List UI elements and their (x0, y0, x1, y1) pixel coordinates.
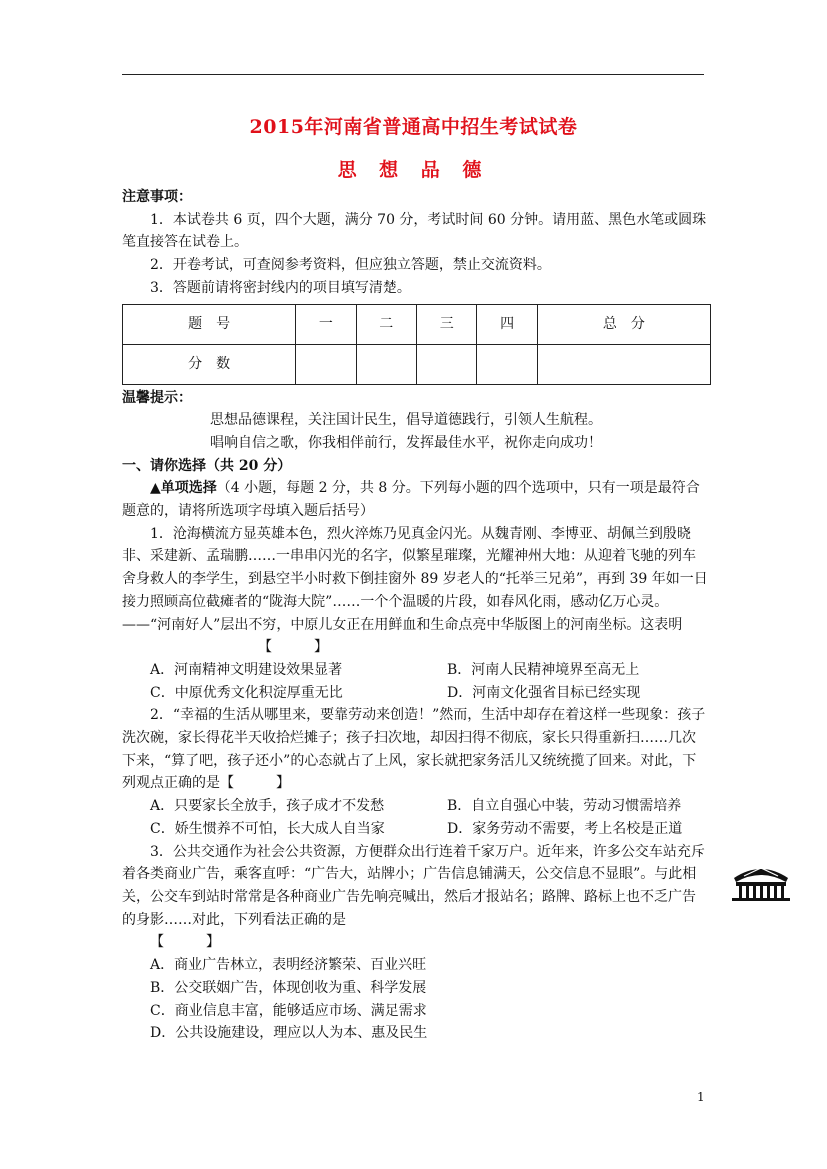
score-header-total: 总 分 (537, 304, 710, 344)
tip-heading: 温馨提示： (122, 389, 192, 406)
notice-item-3: 3．答题前请将密封线内的项目填写清楚。 (150, 279, 411, 296)
page-number: 1 (697, 1090, 705, 1104)
notice-item-1: 1．本试卷共 6 页，四个大题，满分 70 分，考试时间 60 分钟。请用蓝、黑色水笔或圆珠笔直接答在试卷上。 (122, 211, 707, 251)
score-cell-4[interactable] (477, 344, 537, 384)
question-3-option-b[interactable]: B．公交联姻广告，体现创收为重、科学发展 (150, 979, 427, 996)
question-2-option-d[interactable]: D．家务劳动不需要，考上名校是正道 (447, 820, 683, 837)
question-1-option-b[interactable]: B．河南人民精神境界至高无上 (447, 661, 640, 678)
question-2-option-b[interactable]: B．自立自强心中装，劳动习惯需培养 (447, 798, 682, 815)
notice-heading: 注意事项： (122, 189, 192, 205)
score-table-header-row (123, 304, 711, 344)
single-choice-marker: ▲单项选择 (150, 480, 217, 497)
question-1-stem (122, 523, 708, 659)
tip-line-2: 唱响自信之歌，你我相伴前行，发挥最佳水平，祝你走向成功！ (210, 434, 602, 451)
notice-item-2: 2．开卷考试，可查阅参考资料，但应独立答题，禁止交流资料。 (150, 257, 551, 274)
score-header-part-3: 三 (416, 304, 476, 344)
question-2-options-row-1 (122, 795, 708, 818)
question-3-option-c[interactable]: C．商业信息丰富，能够适应市场、满足需求 (150, 1002, 427, 1019)
single-choice-intro (122, 477, 708, 522)
question-1-options-row-1 (122, 659, 708, 682)
question-3-option-a[interactable]: A．商业广告林立，表明经济繁荣、百业兴旺 (150, 957, 427, 974)
question-1-option-d[interactable]: D．河南文化强省目标已经实现 (447, 684, 641, 701)
question-2-option-a[interactable]: A．只要家长全放手，孩子成才不发愁 (150, 798, 385, 815)
exam-title: 2015年河南省普通高中招生考试试卷 (249, 116, 578, 138)
exam-content (122, 186, 708, 1045)
score-cell-2[interactable] (356, 344, 416, 384)
score-table-score-row (123, 344, 711, 384)
question-1-option-a[interactable]: A．河南精神文明建设效果显著 (150, 661, 343, 678)
question-3-stem: 3．公共交通作为社会公共资源，方便群众出行连着千家万户。近年来，许多公交车站充斥着各类商业广告，乘客直呼：“广告大，站牌小；广告信息铺满天，公交信息不显眼”。与此相关，公交车到站时常常是各种商业广告先响亮喊出，然后才报站名；路牌、路标上也不乏广告的身影……对此，下列看法正确的是 (122, 843, 705, 928)
score-table (122, 304, 711, 385)
score-cell-3[interactable] (416, 344, 476, 384)
question-1-answer-bracket[interactable]: 【 】 (258, 639, 328, 656)
score-header-part-2: 二 (356, 304, 416, 344)
score-header-label: 题 号 (123, 304, 296, 344)
question-1-options-row-2 (122, 682, 708, 705)
question-1-option-c[interactable]: C．中原优秀文化积淀厚重无比 (150, 684, 343, 701)
header-rule (122, 74, 704, 75)
score-header-part-1: 一 (296, 304, 356, 344)
score-row-label: 分 数 (123, 344, 296, 384)
section-1-heading: 一、请你选择（共 20 分） (122, 457, 292, 474)
question-2-option-c[interactable]: C．娇生惯养不可怕，长大成人自当家 (150, 820, 385, 837)
score-cell-1[interactable] (296, 344, 356, 384)
tip-line-1: 思想品德课程，关注国计民生，倡导道德践行，引领人生航程。 (210, 412, 602, 429)
building-emblem-icon (730, 858, 792, 902)
question-3-answer-bracket[interactable]: 【 】 (150, 934, 220, 951)
single-choice-desc: （4 小题，每题 2 分，共 8 分。下列每小题的四个选项中，只有一项是最符合题意的，请将所选项字母填入题后括号） (122, 480, 700, 520)
question-3-option-d[interactable]: D．公共设施建设，理应以人为本、惠及民生 (150, 1025, 428, 1042)
question-2-stem: 2．“幸福的生活从哪里来，要靠劳动来创造！”然而，生活中却存在着这样一些现象：孩子洗次碗，家长得花半天收拾烂摊子；孩子扫次地，却因扫得不彻底，家长只得重新扫……几次下来，“算了吧，孩子还小”的心态就占了上风，家长就把家务活儿又统统揽了回来。对此，下列观点正确的是【 】 (122, 707, 706, 792)
question-1-text: 1．沧海横流方显英雄本色，烈火淬炼乃见真金闪光。从魏青刚、李博亚、胡佩兰到殷晓非、采建新、孟瑞鹏……一串串闪光的名字，似繁星璀璨，光耀神州大地：从迎着飞驰的列车舍身救人的李学生，到悬空半小时救下倒挂窗外 89 岁老人的“托举三兄弟”，再到 39 年如一日接力照顾高位截瘫者的“陇海大院”……一个个温暖的片段，如春风化雨，感动亿万心灵。——“河南好人”层出不穷，中原儿女正在用鲜血和生命点亮中华版图上的河南坐标。这表明 (122, 525, 708, 633)
score-cell-total[interactable] (537, 344, 710, 384)
question-2-options-row-2 (122, 818, 708, 841)
score-header-part-4: 四 (477, 304, 537, 344)
subject-title: 思 想 品 德 (337, 159, 490, 181)
